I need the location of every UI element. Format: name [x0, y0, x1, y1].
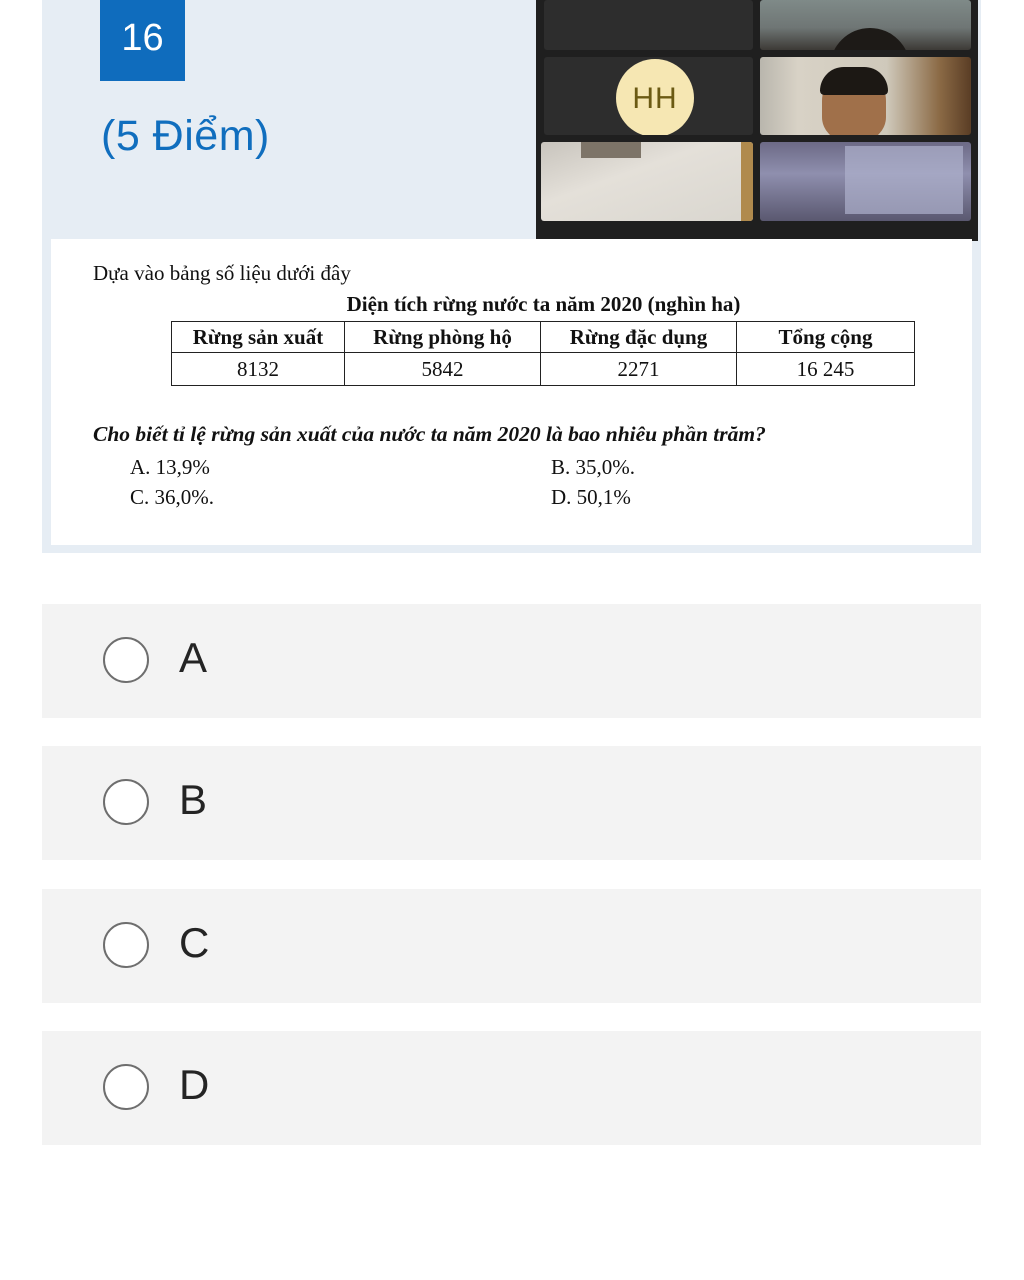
data-table	[171, 321, 915, 386]
participant-video	[741, 142, 753, 221]
choice-d[interactable]	[42, 1031, 981, 1145]
radio-button[interactable]	[103, 779, 149, 825]
video-tile-3[interactable]	[544, 57, 753, 135]
video-tile-2[interactable]	[760, 0, 971, 50]
video-tile-5[interactable]	[541, 142, 753, 221]
video-call-overlay[interactable]	[536, 0, 978, 241]
video-tile-4[interactable]	[760, 57, 971, 135]
radio-button[interactable]	[103, 637, 149, 683]
question-text: Cho biết tỉ lệ rừng sản xuất của nước ta năm 2020 là bao nhiêu phần trăm?	[93, 422, 766, 446]
radio-button[interactable]	[103, 1064, 149, 1110]
table-header-cell: Rừng đặc dụng	[541, 322, 737, 353]
table-row	[172, 353, 915, 386]
choice-a[interactable]	[42, 604, 981, 718]
choice-b[interactable]	[42, 746, 981, 860]
option-text-a: A. 13,9%	[130, 455, 210, 479]
option-text-d: D. 50,1%	[551, 485, 631, 509]
radio-button[interactable]	[103, 922, 149, 968]
table-header-row	[172, 322, 915, 353]
intro-text: Dựa vào bảng số liệu dưới đây	[93, 261, 351, 285]
question-points: (5 Điểm)	[101, 112, 270, 160]
table-cell: 2271	[541, 353, 737, 386]
participant-video	[830, 28, 910, 50]
table-cell: 8132	[172, 353, 345, 386]
choice-label: A	[179, 634, 208, 681]
choice-label: B	[179, 776, 208, 823]
table-cell: 16 245	[737, 353, 915, 386]
video-tile-1[interactable]	[544, 0, 753, 50]
choice-label: D	[179, 1061, 210, 1108]
video-tile-6[interactable]	[760, 142, 971, 221]
table-header-cell: Rừng phòng hộ	[345, 322, 541, 353]
participant-video	[845, 146, 963, 214]
choice-label: C	[179, 919, 210, 966]
participant-avatar: HH	[616, 59, 694, 135]
table-header-cell: Rừng sản xuất	[172, 322, 345, 353]
table-header-cell: Tổng cộng	[737, 322, 915, 353]
participant-video	[581, 142, 641, 158]
question-content-image	[51, 239, 972, 545]
question-number-badge: 16	[100, 0, 185, 81]
option-text-c: C. 36,0%.	[130, 485, 214, 509]
choice-c[interactable]	[42, 889, 981, 1003]
participant-video	[820, 67, 888, 95]
table-cell: 5842	[345, 353, 541, 386]
option-text-b: B. 35,0%.	[551, 455, 635, 479]
table-title: Diện tích rừng nước ta năm 2020 (nghìn ha)	[346, 292, 741, 316]
